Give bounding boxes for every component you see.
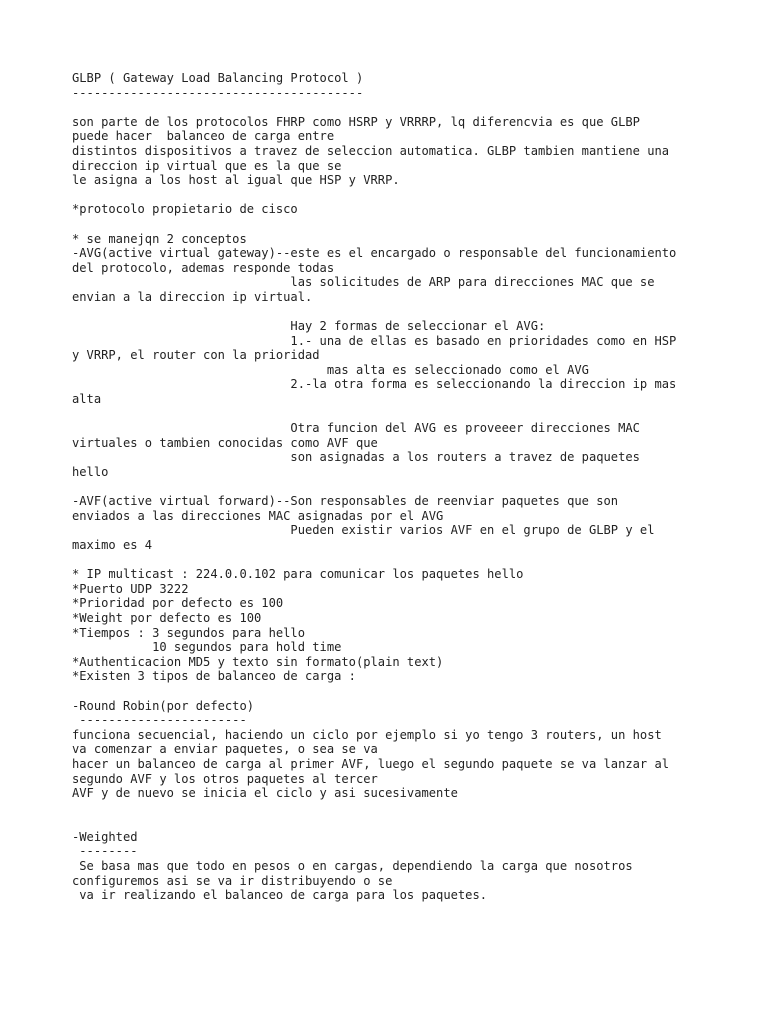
document-page	[72, 71, 712, 903]
document-text: GLBP ( Gateway Load Balancing Protocol ) ---------------------------------------- son parte de los protocolos FHRP como HSRP y VRRRP, lq diferencvia es que GLBP puede hacer balanceo de carga entre distintos dispositivos a travez de seleccion automatica. GLBP tambien mantiene una direccion ip virtual que es la que se le asigna a los host al igual que HSP y VRRP. *protocolo propietario de cisco * se manejqn 2 conceptos -AVG(active virtual gateway)--este es el encargado o responsable del funcionamiento del protocolo, ademas responde todas las solicitudes de ARP para direcciones MAC que se envian a la direccion ip virtual. Hay 2 formas de seleccionar el AVG: 1.- una de ellas es basado en prioridades como en HSP y VRRP, el router con la prioridad mas alta es seleccionado como el AVG 2.-la otra forma es seleccionando la direccion ip mas alta Otra funcion del AVG es proveeer direcciones MAC virtuales o tambien conocidas como AVF que son asignadas a los routers a travez de paquetes hello -AVF(active virtual forward)--Son responsables de reenviar paquetes que son enviados a las direcciones MAC asignadas por el AVG Pueden existir varios AVF en el grupo de GLBP y el maximo es 4 * IP multicast : 224.0.0.102 para comunicar los paquetes hello *Puerto UDP 3222 *Prioridad por defecto es 100 *Weight por defecto es 100 *Tiempos : 3 segundos para hello 10 segundos para hold time *Authenticacion MD5 y texto sin formato(plain text) *Existen 3 tipos de balanceo de carga : -Round Robin(por defecto) ----------------------- funciona secuencial, haciendo un ciclo por ejemplo si yo tengo 3 routers, un host va comenzar a enviar paquetes, o sea se va hacer un balanceo de carga al primer AVF, luego el segundo paquete se va lanzar al segundo AVF y los otros paquetes al tercer AVF y de nuevo se inicia el ciclo y asi sucesivamente -Weighted -------- Se basa mas que todo en pesos o en cargas, dependiendo la carga que nosotros configuremos asi se va ir distribuyendo o se va ir realizando el balanceo de carga para los paquetes.	[72, 71, 677, 903]
